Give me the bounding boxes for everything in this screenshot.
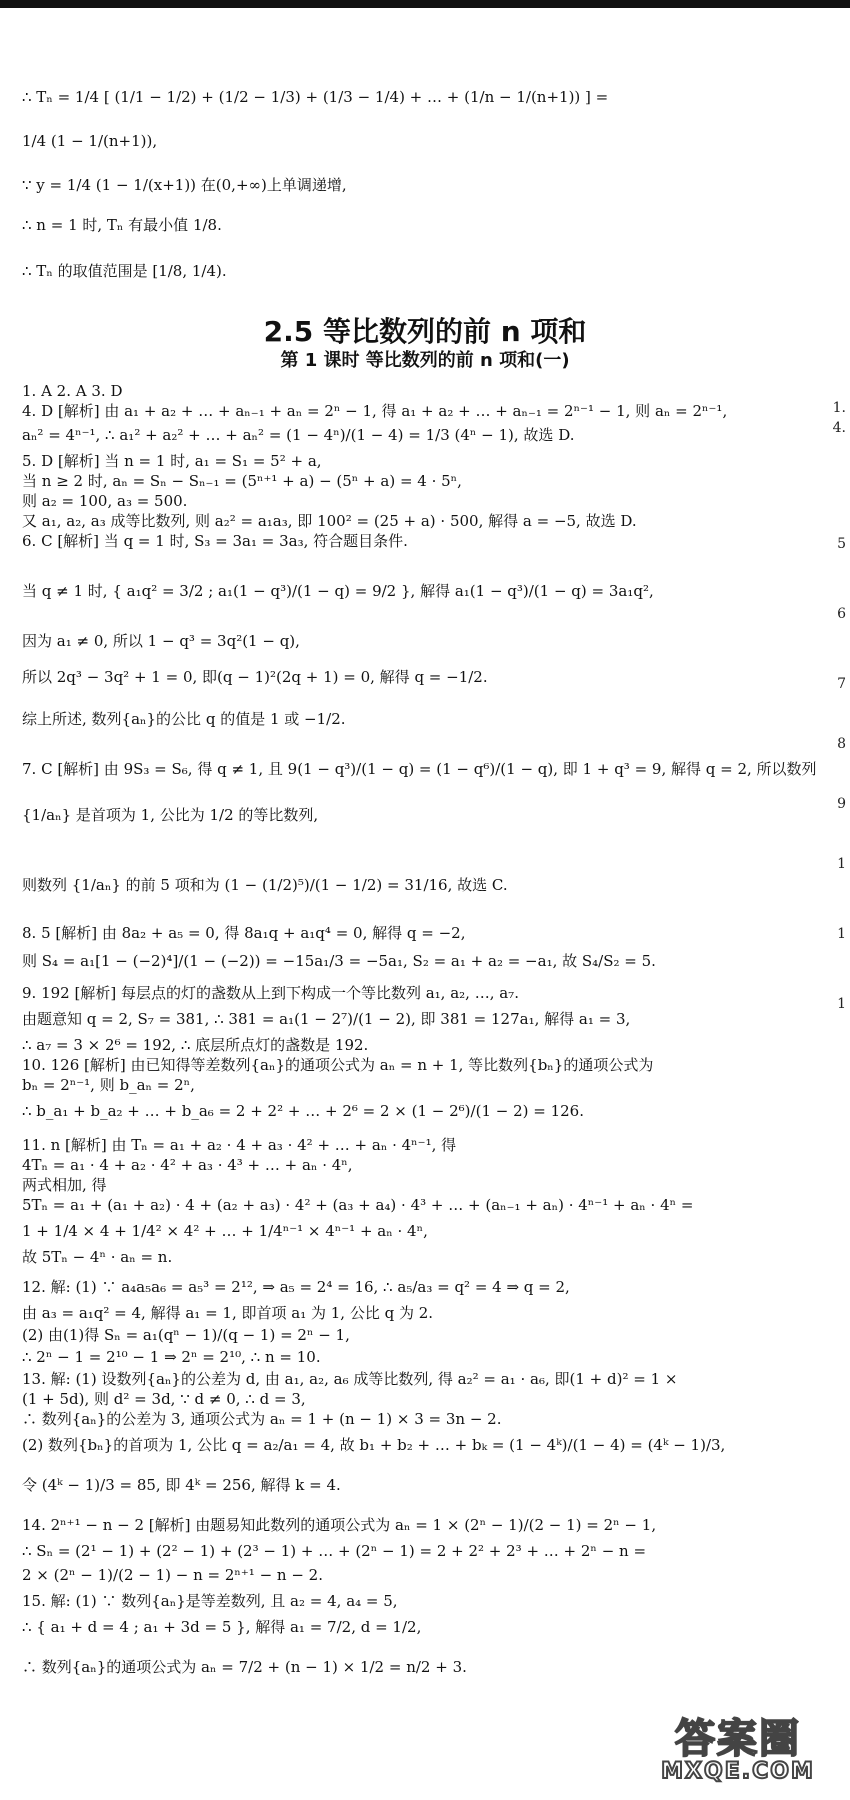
text-line: 5. D [解析] 当 n = 1 时, a₁ = S₁ = 5² + a, [22, 452, 322, 470]
text-line: 6. C [解析] 当 q = 1 时, S₃ = 3a₁ = 3a₃, 符合题目条件. [22, 532, 408, 550]
text-line: 1. A 2. A 3. D [22, 382, 123, 400]
text-line: 4Tₙ = a₁ · 4 + a₂ · 4² + a₃ · 4³ + … + aₙ · 4ⁿ, [22, 1156, 353, 1174]
text-line: 1/4 (1 − 1/(n+1)), [22, 132, 158, 150]
text-line: {1/aₙ} 是首项为 1, 公比为 1/2 的等比数列, [22, 806, 319, 824]
edge-mark: 1. [832, 400, 846, 416]
text-line: (2) 由(1)得 Sₙ = a₁(qⁿ − 1)/(q − 1) = 2ⁿ − 1, [22, 1326, 350, 1344]
edge-mark: 7 [837, 676, 846, 692]
text-line: 15. 解: (1) ∵ 数列{aₙ}是等差数列, 且 a₂ = 4, a₄ = 5, [22, 1592, 398, 1610]
text-line: 13. 解: (1) 设数列{aₙ}的公差为 d, 由 a₁, a₂, a₆ 成等比数列, 得 a₂² = a₁ · a₆, 即(1 + d)² = 1 × [22, 1370, 678, 1388]
text-line: ∵ y = 1/4 (1 − 1/(x+1)) 在(0,+∞)上单调递增, [22, 176, 347, 194]
text-line: 当 q ≠ 1 时, { a₁q² = 3/2 ; a₁(1 − q³)/(1 − q) = 9/2 }, 解得 a₁(1 − q³)/(1 − q) = 3a₁q², [22, 582, 654, 600]
text-line: aₙ² = 4ⁿ⁻¹, ∴ a₁² + a₂² + … + aₙ² = (1 − 4ⁿ)/(1 − 4) = 1/3 (4ⁿ − 1), 故选 D. [22, 426, 575, 444]
text-line: 4. D [解析] 由 a₁ + a₂ + … + aₙ₋₁ + aₙ = 2ⁿ − 1, 得 a₁ + a₂ + … + aₙ₋₁ = 2ⁿ⁻¹ − 1, 则 aₙ = 2ⁿ⁻¹, [22, 402, 728, 420]
text-line: 由题意知 q = 2, S₇ = 381, ∴ 381 = a₁(1 − 2⁷)/(1 − 2), 即 381 = 127a₁, 解得 a₁ = 3, [22, 1010, 631, 1028]
text-line: ∴ n = 1 时, Tₙ 有最小值 1/8. [22, 216, 222, 234]
text-line: bₙ = 2ⁿ⁻¹, 则 b_aₙ = 2ⁿ, [22, 1076, 195, 1094]
text-line: 8. 5 [解析] 由 8a₂ + a₅ = 0, 得 8a₁q + a₁q⁴ = 0, 解得 q = −2, [22, 924, 466, 942]
edge-mark: 4. [832, 420, 846, 436]
text-line: ∴ Sₙ = (2¹ − 1) + (2² − 1) + (2³ − 1) + … + (2ⁿ − 1) = 2 + 2² + 2³ + … + 2ⁿ − n = [22, 1542, 647, 1560]
text-line: 则 S₄ = a₁[1 − (−2)⁴]/(1 − (−2)) = −15a₁/3 = −5a₁, S₂ = a₁ + a₂ = −a₁, 故 S₄/S₂ = 5. [22, 952, 656, 970]
text-line: 因为 a₁ ≠ 0, 所以 1 − q³ = 3q²(1 − q), [22, 632, 300, 650]
text-line: 5Tₙ = a₁ + (a₁ + a₂) · 4 + (a₂ + a₃) · 4² + (a₃ + a₄) · 4³ + … + (aₙ₋₁ + aₙ) · 4ⁿ⁻¹ + aₙ · 4ⁿ = [22, 1196, 694, 1214]
text-line: 9. 192 [解析] 每层点的灯的盏数从上到下构成一个等比数列 a₁, a₂, …, a₇. [22, 984, 519, 1002]
text-line: 又 a₁, a₂, a₃ 成等比数列, 则 a₂² = a₁a₃, 即 100² = (25 + a) · 500, 解得 a = −5, 故选 D. [22, 512, 637, 530]
edge-mark: 8 [837, 736, 846, 752]
edge-mark: 5 [837, 536, 846, 552]
text-line: 故 5Tₙ − 4ⁿ · aₙ = n. [22, 1248, 173, 1266]
text-line: ∴ Tₙ 的取值范围是 [1/8, 1/4). [22, 262, 227, 280]
text-line: 10. 126 [解析] 由已知得等差数列{aₙ}的通项公式为 aₙ = n + 1, 等比数列{bₙ}的通项公式为 [22, 1056, 654, 1074]
text-line: 11. n [解析] 由 Tₙ = a₁ + a₂ · 4 + a₃ · 4² + … + aₙ · 4ⁿ⁻¹, 得 [22, 1136, 457, 1154]
text-line: ∴ a₇ = 3 × 2⁶ = 192, ∴ 底层所点灯的盏数是 192. [22, 1036, 369, 1054]
section-title: 2.5 等比数列的前 n 项和 [263, 315, 587, 348]
text-line: ∴ Tₙ = 1/4 [ (1/1 − 1/2) + (1/2 − 1/3) + (1/3 − 1/4) + … + (1/n − 1/(n+1)) ] = [22, 88, 609, 106]
watermark-line-2: MXQE.COM [661, 1759, 815, 1784]
text-line: (2) 数列{bₙ}的首项为 1, 公比 q = a₂/a₁ = 4, 故 b₁ + b₂ + … + bₖ = (1 − 4ᵏ)/(1 − 4) = (4ᵏ − 1)/3, [22, 1436, 726, 1454]
text-line: ∴ { a₁ + d = 4 ; a₁ + 3d = 5 }, 解得 a₁ = 7/2, d = 1/2, [22, 1618, 422, 1636]
text-line: 7. C [解析] 由 9S₃ = S₆, 得 q ≠ 1, 且 9(1 − q³)/(1 − q) = (1 − q⁶)/(1 − q), 即 1 + q³ = 9, 解得 q = 2, 所以数列 [22, 760, 817, 778]
text-line: 两式相加, 得 [22, 1176, 107, 1194]
edge-mark: 1 [837, 926, 846, 942]
edge-mark: 1 [837, 996, 846, 1012]
edge-mark: 1 [837, 856, 846, 872]
text-line: 由 a₃ = a₁q² = 4, 解得 a₁ = 1, 即首项 a₁ 为 1, 公比 q 为 2. [22, 1304, 434, 1322]
text-line: 所以 2q³ − 3q² + 1 = 0, 即(q − 1)²(2q + 1) = 0, 解得 q = −1/2. [22, 668, 488, 686]
text-line: ∴ b_a₁ + b_a₂ + … + b_a₆ = 2 + 2² + … + 2⁶ = 2 × (1 − 2⁶)/(1 − 2) = 126. [22, 1102, 584, 1120]
text-line: 2 × (2ⁿ − 1)/(2 − 1) − n = 2ⁿ⁺¹ − n − 2. [22, 1566, 323, 1584]
watermark-line-1: 答案圈 [675, 1716, 801, 1762]
text-line: 14. 2ⁿ⁺¹ − n − 2 [解析] 由题易知此数列的通项公式为 aₙ = 1 × (2ⁿ − 1)/(2 − 1) = 2ⁿ − 1, [22, 1516, 657, 1534]
text-line: 当 n ≥ 2 时, aₙ = Sₙ − Sₙ₋₁ = (5ⁿ⁺¹ + a) − (5ⁿ + a) = 4 · 5ⁿ, [22, 472, 462, 490]
text-line: 则 a₂ = 100, a₃ = 500. [22, 492, 188, 510]
text-line: ∴ 数列{aₙ}的公差为 3, 通项公式为 aₙ = 1 + (n − 1) × 3 = 3n − 2. [22, 1410, 502, 1428]
text-line: 令 (4ᵏ − 1)/3 = 85, 即 4ᵏ = 256, 解得 k = 4. [22, 1476, 341, 1494]
text-line: ∴ 数列{aₙ}的通项公式为 aₙ = 7/2 + (n − 1) × 1/2 = n/2 + 3. [22, 1658, 467, 1676]
edge-mark: 6 [837, 606, 846, 622]
text-line: 综上所述, 数列{aₙ}的公比 q 的值是 1 或 −1/2. [22, 710, 346, 728]
page-top-border [0, 0, 850, 8]
text-line: 则数列 {1/aₙ} 的前 5 项和为 (1 − (1/2)⁵)/(1 − 1/2) = 31/16, 故选 C. [22, 876, 508, 894]
text-line: 12. 解: (1) ∵ a₄a₅a₆ = a₅³ = 2¹², ⇒ a₅ = 2⁴ = 16, ∴ a₅/a₃ = q² = 4 ⇒ q = 2, [22, 1278, 570, 1296]
text-line: ∴ 2ⁿ − 1 = 2¹⁰ − 1 ⇒ 2ⁿ = 2¹⁰, ∴ n = 10. [22, 1348, 321, 1366]
text-line: 1 + 1/4 × 4 + 1/4² × 4² + … + 1/4ⁿ⁻¹ × 4ⁿ⁻¹ + aₙ · 4ⁿ, [22, 1222, 428, 1240]
edge-mark: 9 [837, 796, 846, 812]
lesson-title: 第 1 课时 等比数列的前 n 项和(一) [280, 350, 570, 371]
text-line: (1 + 5d), 则 d² = 3d, ∵ d ≠ 0, ∴ d = 3, [22, 1390, 306, 1408]
watermark-logo [638, 1718, 838, 1786]
